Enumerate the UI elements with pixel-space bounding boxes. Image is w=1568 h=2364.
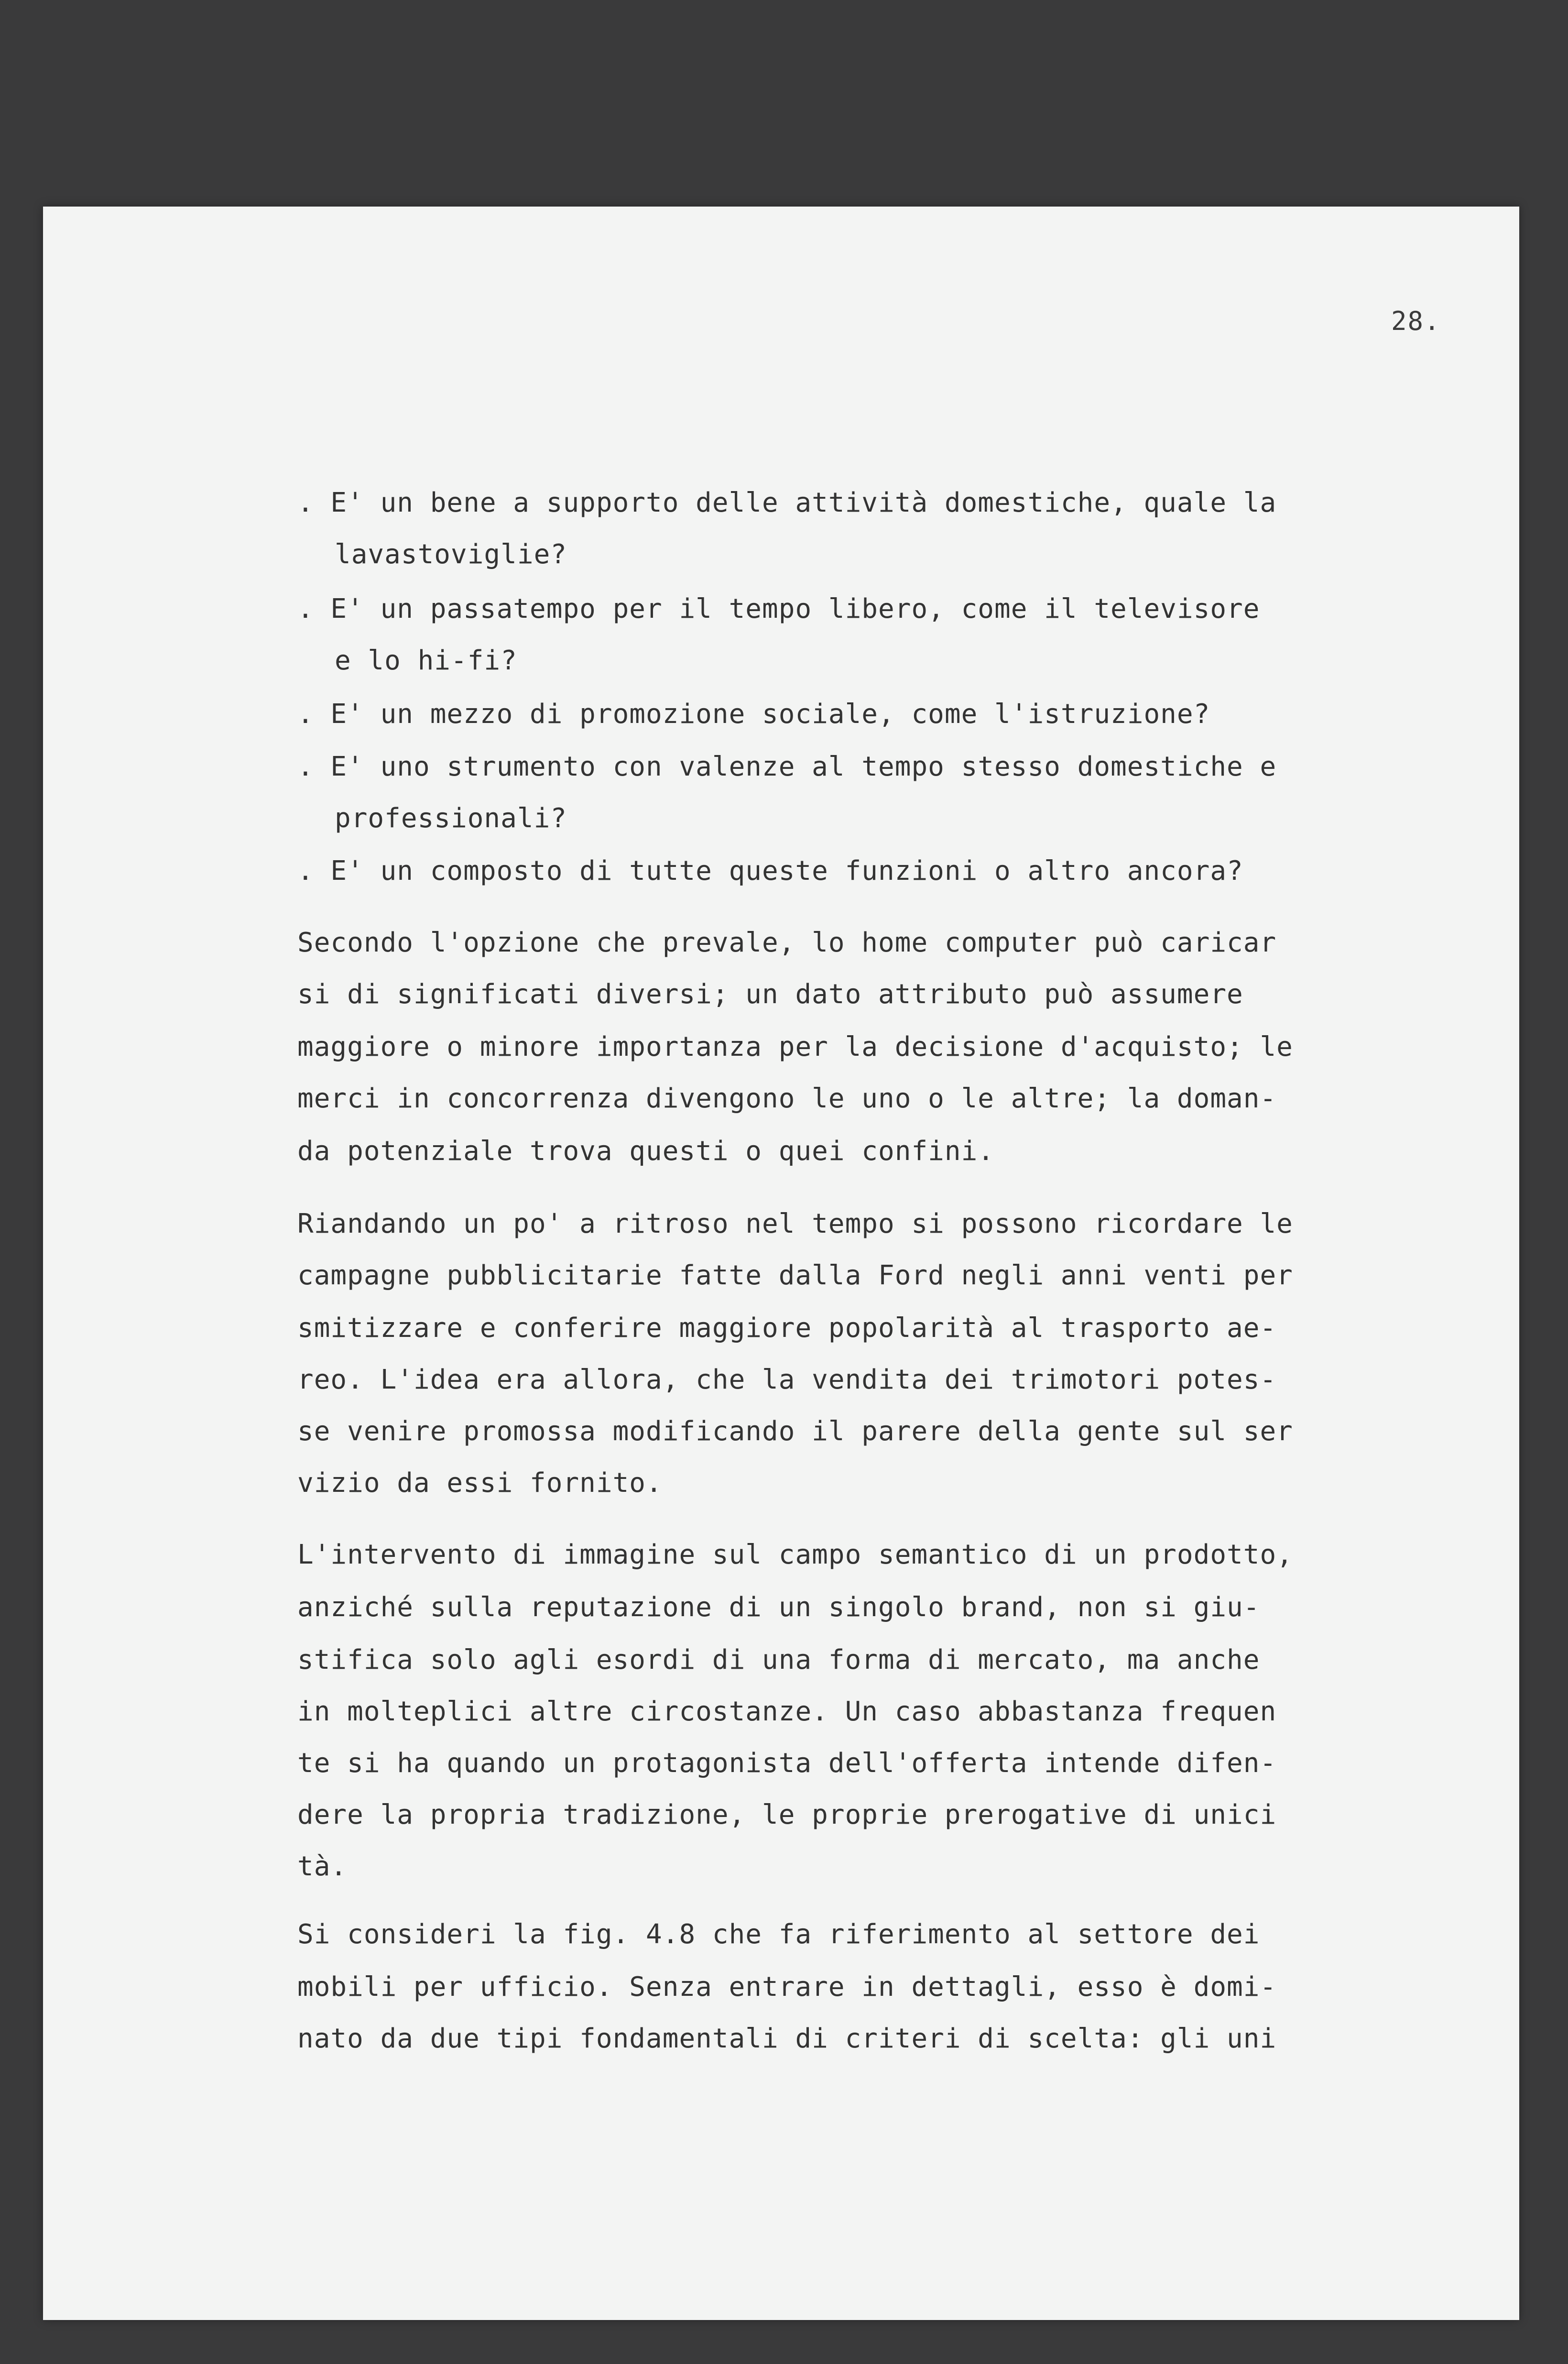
text-line: vizio da essi fornito. [297, 1467, 663, 1499]
text-line: merci in concorrenza divengono le uno o le altre; la doman- [297, 1083, 1277, 1114]
text-line: te si ha quando un protagonista dell'offerta intende difen- [297, 1748, 1277, 1779]
text-line: . E' un mezzo di promozione sociale, come l'istruzione? [297, 699, 1210, 730]
text-line: Si consideri la fig. 4.8 che fa riferimento al settore dei [297, 1919, 1260, 1950]
text-line: se venire promossa modificando il parere della gente sul ser [297, 1416, 1293, 1447]
text-line: si di significati diversi; un dato attributo può assumere [297, 979, 1243, 1010]
text-line: . E' un composto di tutte queste funzioni o altro ancora? [297, 855, 1243, 886]
text-line: mobili per ufficio. Senza entrare in dettagli, esso è domi- [297, 1971, 1277, 2003]
text-line: Secondo l'opzione che prevale, lo home computer può caricar [297, 927, 1277, 958]
text-line: tà. [297, 1851, 348, 1882]
text-line: dere la propria tradizione, le proprie prerogative di unici [297, 1799, 1277, 1830]
text-line: . E' uno strumento con valenze al tempo stesso domestiche e [297, 751, 1277, 782]
text-line: professionali? [335, 803, 567, 834]
text-line: L'intervento di immagine sul campo semantico di un prodotto, [297, 1539, 1293, 1570]
text-line: maggiore o minore importanza per la decisione d'acquisto; le [297, 1031, 1293, 1062]
text-line: da potenziale trova questi o quei confini. [297, 1136, 995, 1167]
text-line: in molteplici altre circostanze. Un caso abbastanza frequen [297, 1696, 1277, 1727]
text-line: smitizzare e conferire maggiore popolarità al trasporto ae- [297, 1313, 1277, 1344]
page-number: 28. [1391, 306, 1441, 336]
text-line: reo. L'idea era allora, che la vendita dei trimotori potes- [297, 1364, 1277, 1395]
text-line: campagne pubblicitarie fatte dalla Ford negli anni venti per [297, 1260, 1293, 1291]
text-line: stifica solo agli esordi di una forma di mercato, ma anche [297, 1644, 1260, 1675]
text-line: nato da due tipi fondamentali di criteri di scelta: gli uni [297, 2023, 1277, 2054]
text-line: anziché sulla reputazione di un singolo brand, non si giu- [297, 1592, 1260, 1623]
text-line: . E' un bene a supporto delle attività domestiche, quale la [297, 487, 1277, 518]
text-line: Riandando un po' a ritroso nel tempo si possono ricordare le [297, 1208, 1293, 1239]
text-line: . E' un passatempo per il tempo libero, come il televisore [297, 593, 1260, 624]
text-line: e lo hi-fi? [335, 645, 517, 676]
text-line: lavastoviglie? [335, 539, 567, 570]
